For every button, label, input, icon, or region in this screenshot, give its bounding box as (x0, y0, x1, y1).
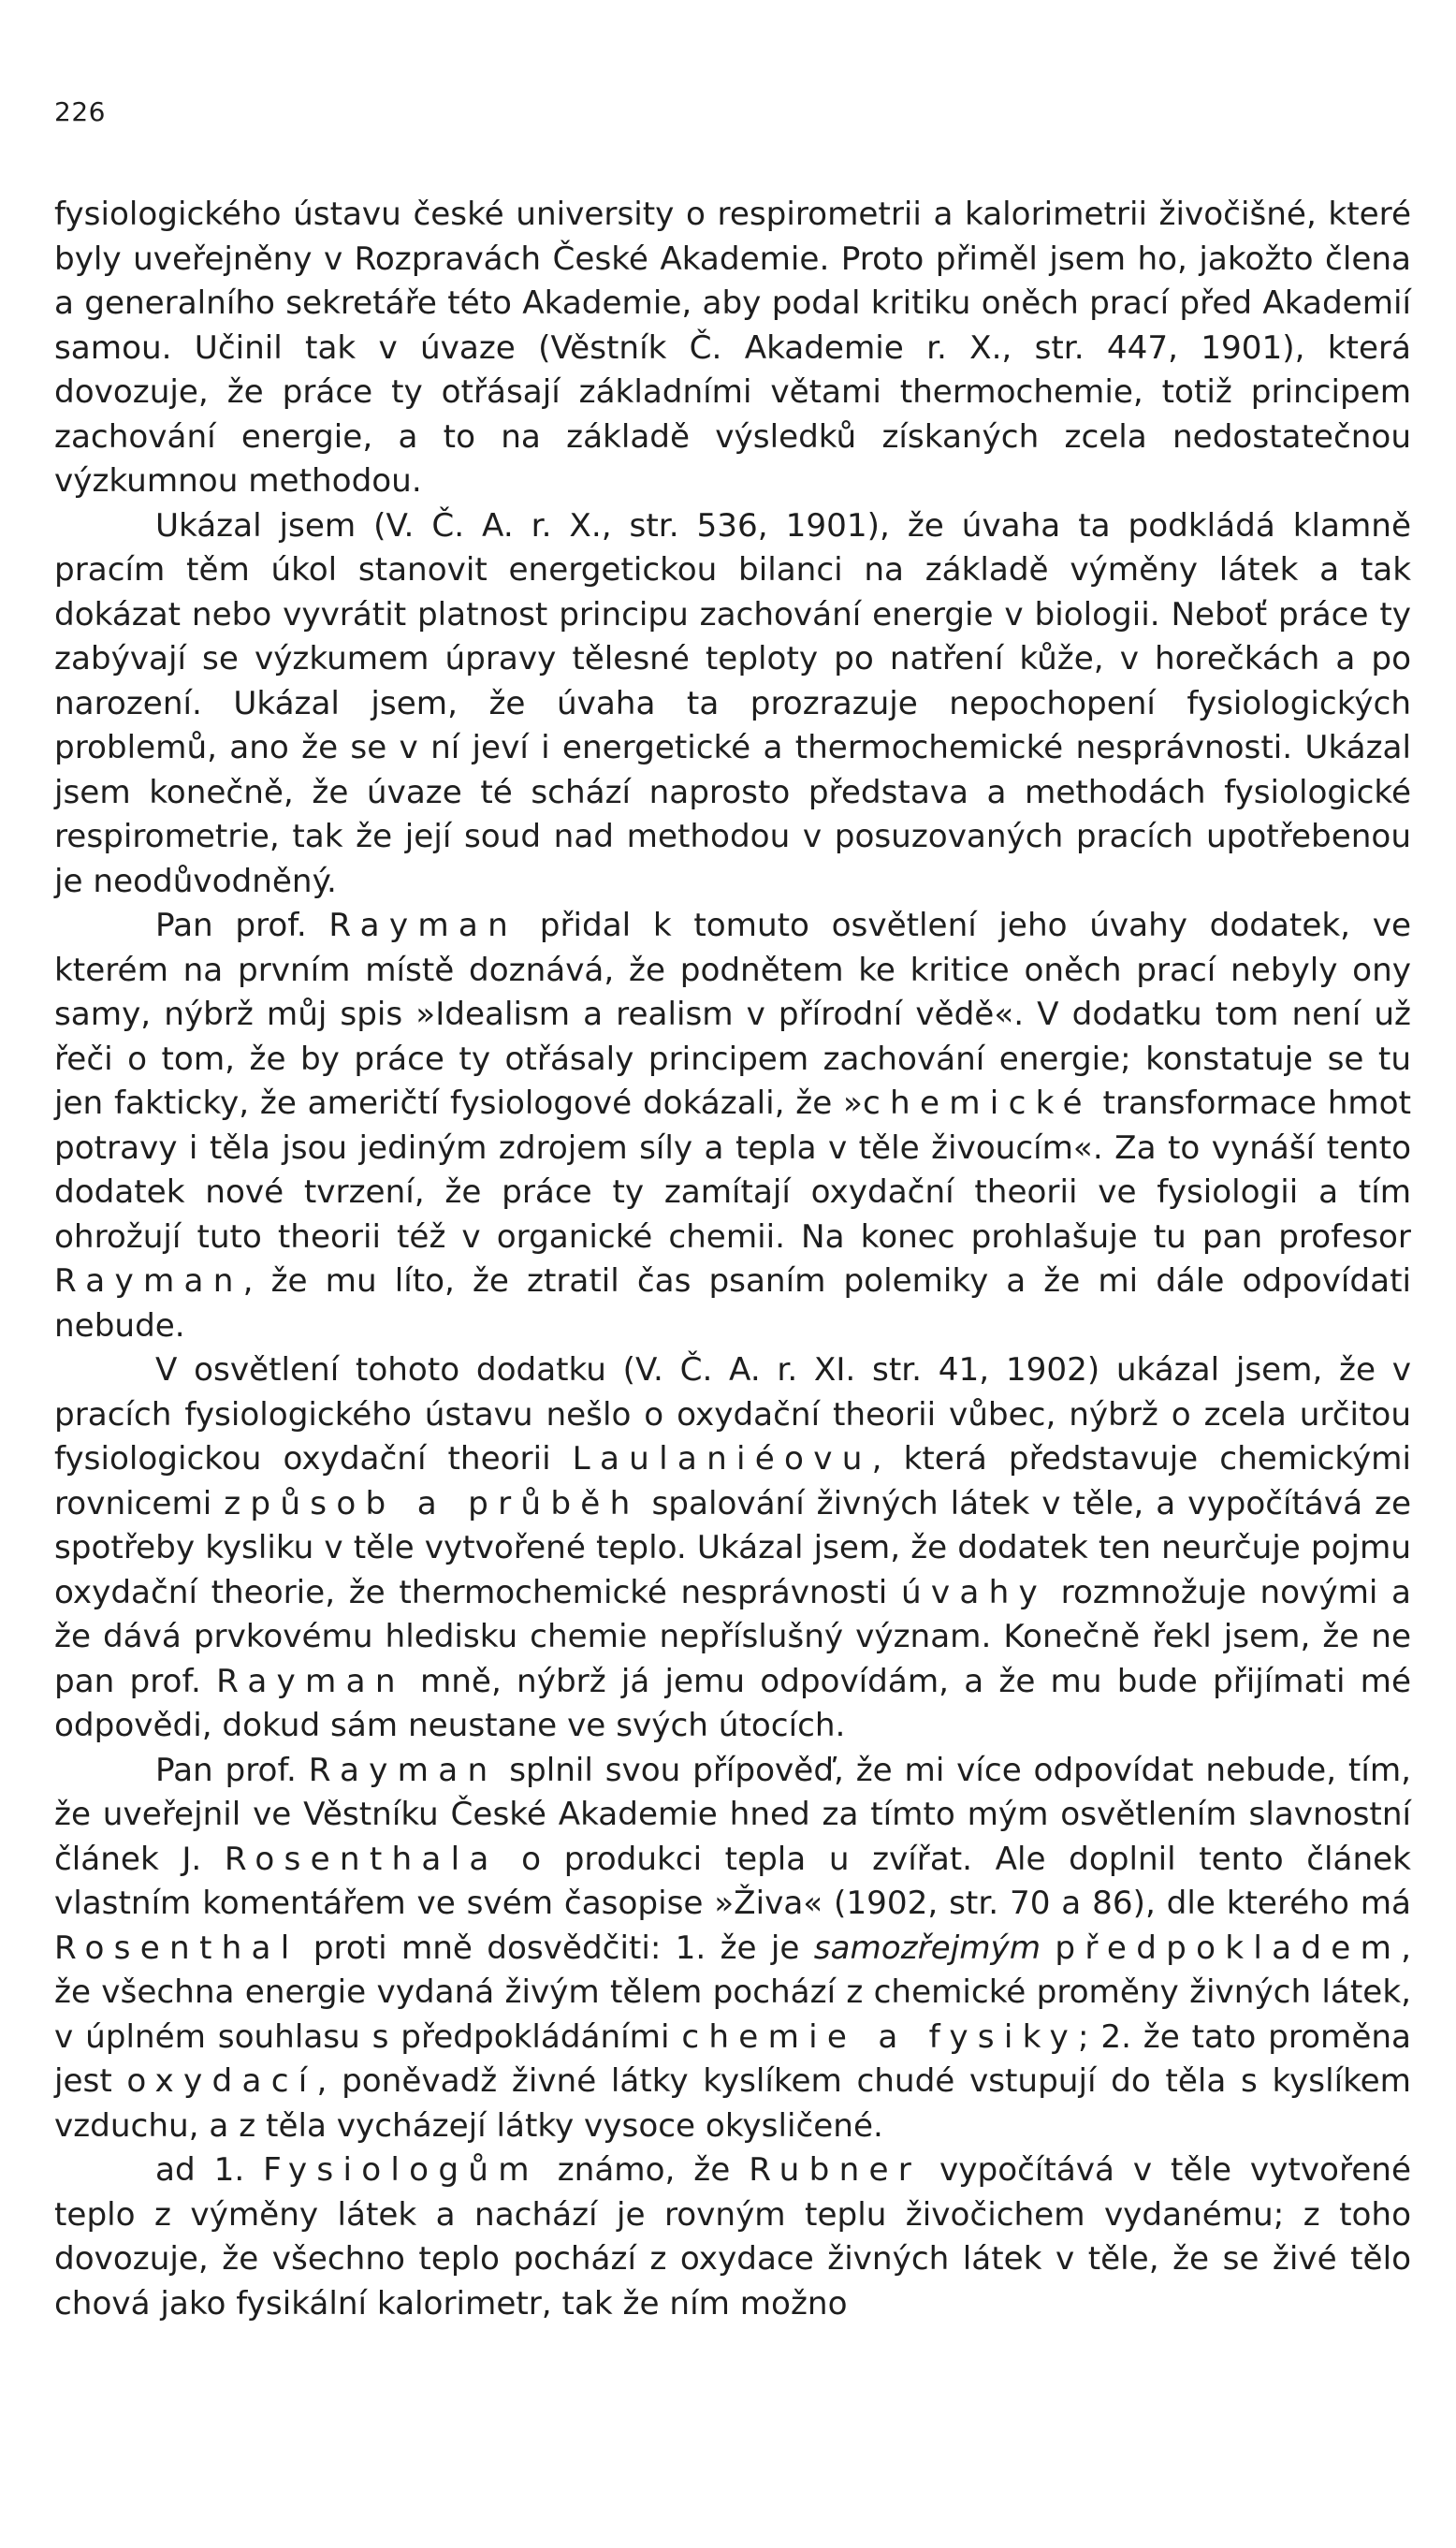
spaced-emphasis: Rayman (328, 907, 518, 944)
paragraph (54, 2148, 1411, 2326)
page-number: 226 (54, 96, 106, 127)
italic-emphasis: samozřejmým (813, 1929, 1041, 1967)
text-run: ad 1. (155, 2151, 264, 2189)
spaced-emphasis: úvahy (900, 1573, 1047, 1611)
paragraph (54, 193, 1411, 504)
text-run: Pan prof. (155, 907, 329, 944)
spaced-emphasis: Rayman (54, 1262, 243, 1300)
spaced-emphasis: způsob a průběh (224, 1484, 640, 1522)
body-text (54, 193, 1411, 2326)
spaced-emphasis: chemické (862, 1085, 1092, 1122)
text-run: přidal k tomuto osvětlení jeho úvahy dodatek, ve kterém na prvním místě doznává, že podnětem ke kritice oněch prací nebyly ony samy, nýbrž můj spis »Idealism a realism v přírodní vědě«. V dodatku tom není už řeči o tom, že by práce ty otřásaly principem zachování energie; konstatuje se tu jen fakticky, že američtí fysiologové dokázali, že » (54, 907, 1411, 1122)
text-run: , která představuje chemickými rovnicemi (54, 1440, 1411, 1522)
spaced-emphasis: Laulaniéovu (572, 1440, 872, 1478)
paragraph (54, 1749, 1411, 2149)
text-run: rozmnožuje novými a že dává prvkovému hledisku chemie nepříslušný význam. Konečně řekl jsem, že ne pan prof. (54, 1573, 1411, 1700)
text-run (1041, 1929, 1055, 1967)
text-run: , že všechna energie vydaná živým tělem pochází z chemické proměny živných látek, v úplném souhlasu s předpokládáními (54, 1929, 1412, 2056)
spaced-emphasis: předpokladem (1055, 1929, 1402, 1967)
text-run: fysiologického ústavu české university o respirometrii a kalorimetrii živočišné, které byly uveřejněny v Rozpravách České Akademie. Proto přiměl jsem ho, jakožto člena a generalního sekretáře této Akademie, aby podal kritiku oněch prací před Akademií samou. Učinil tak v úvaze (Věstník Č. Akademie r. X., str. 447, 1901), která dovozuje, že práce ty otřásají základními větami thermochemie, totiž principem zachování energie, a to na základě výsledků získaných zcela nedostatečnou výzkumnou methodou. (54, 196, 1411, 500)
spaced-emphasis: Rubner (749, 2151, 922, 2189)
text-run: Ukázal jsem (V. Č. A. r. X., str. 536, 1901), že úvaha ta podkládá klamně pracím těm úkol stanovit energetickou bilanci na základě výměny látek a tak dokázat nebo vyvrátit platnost principu zachování energie v biologii. Neboť práce ty zabývají se výzkumem úpravy tělesné teploty po natření kůže, v horečkách a po narození. Ukázal jsem, že úvaha ta prozrazuje nepochopení fysiologických problemů, ano že se v ní jeví i energetické a thermochemické nesprávnosti. Ukázal jsem konečně, že úvaze té schází naprosto představa a methodách fysiologické respirometrie, tak že její soud nad methodou v posuzovaných pracích upotřebenou je neodůvodněný. (54, 506, 1411, 900)
text-run: V osvětlení tohoto dodatku (V. Č. A. r. XI. str. 41, 1902) ukázal jsem, že v pracích fysiologického ústavu nešlo o oxydační theorii vůbec, nýbrž o zcela určitou fysiologickou oxydační theorii (54, 1351, 1411, 1478)
text-run: splnil svou přípověď, že mi více odpovídat nebude, tím, že uveřejnil ve Věstníku České Akademie hned za tímto mým osvětlením slavnostní článek J. (54, 1751, 1411, 1878)
spaced-emphasis: oxydací (126, 2062, 317, 2100)
paragraph (54, 1348, 1411, 1749)
paragraph (54, 904, 1411, 1348)
paragraph (54, 504, 1411, 905)
text-run: transformace hmot potravy i těla jsou jediným zdrojem síly a tepla v těle živoucím«. Za to vynáší tento dodatek nové tvrzení, že práce ty zamítají oxydační theorii ve fysiologii a tím ohrožují tuto theorii též v organické chemii. Na konec prohlašuje tu pan profesor (54, 1085, 1411, 1256)
text-run: , poněvadž živné látky kyslíkem chudé vstupují do těla s kyslíkem vzduchu, a z těla vycházejí látky vysoce okysličené. (54, 2062, 1411, 2145)
text-run: ; 2. že tato proměna jest (54, 2017, 1411, 2100)
spaced-emphasis: Rosenthala (224, 1840, 499, 1878)
text-run: Pan prof. (155, 1751, 309, 1789)
text-run: známo, že (538, 2151, 750, 2189)
text-run: , že mu líto, že ztratil čas psaním polemiky a že mi dále odpovídati nebude. (54, 1262, 1411, 1345)
spaced-emphasis: Rayman (308, 1751, 498, 1789)
text-run: o produkci tepla u zvířat. Ale doplnil tento článek vlastním komentářem ve svém časopise »Živa« (1902, str. 70 a 86), dle kterého má (54, 1840, 1411, 1922)
text-run: spalování živných látek v těle, a vypočítává ze spotřeby kysliku v těle vytvořené teplo. Ukázal jsem, že dodatek ten neurčuje pojmu oxydační theorie, že thermochemické nesprávnosti (54, 1484, 1411, 1611)
spaced-emphasis: Fysiologům (263, 2151, 539, 2189)
text-run: mně, nýbrž já jemu odpovídám, a že mu bude přijímati mé odpovědi, dokud sám neustane ve svých útocích. (54, 1662, 1411, 1744)
spaced-emphasis: Rosenthal (54, 1929, 299, 1967)
spaced-emphasis: Rayman (216, 1662, 405, 1700)
text-run: proti mně dosvědčiti: 1. že je (298, 1929, 814, 1967)
spaced-emphasis: chemie a fysiky (681, 2017, 1078, 2056)
text-run: vypočítává v těle vytvořené teplo z výměny látek a nachází je rovným teplu živočichem vydanému; z toho dovozuje, že všechno teplo pochází z oxydace živných látek v těle, že se živé tělo chová jako fysikální kalorimetr, tak že ním možno (54, 2151, 1411, 2322)
